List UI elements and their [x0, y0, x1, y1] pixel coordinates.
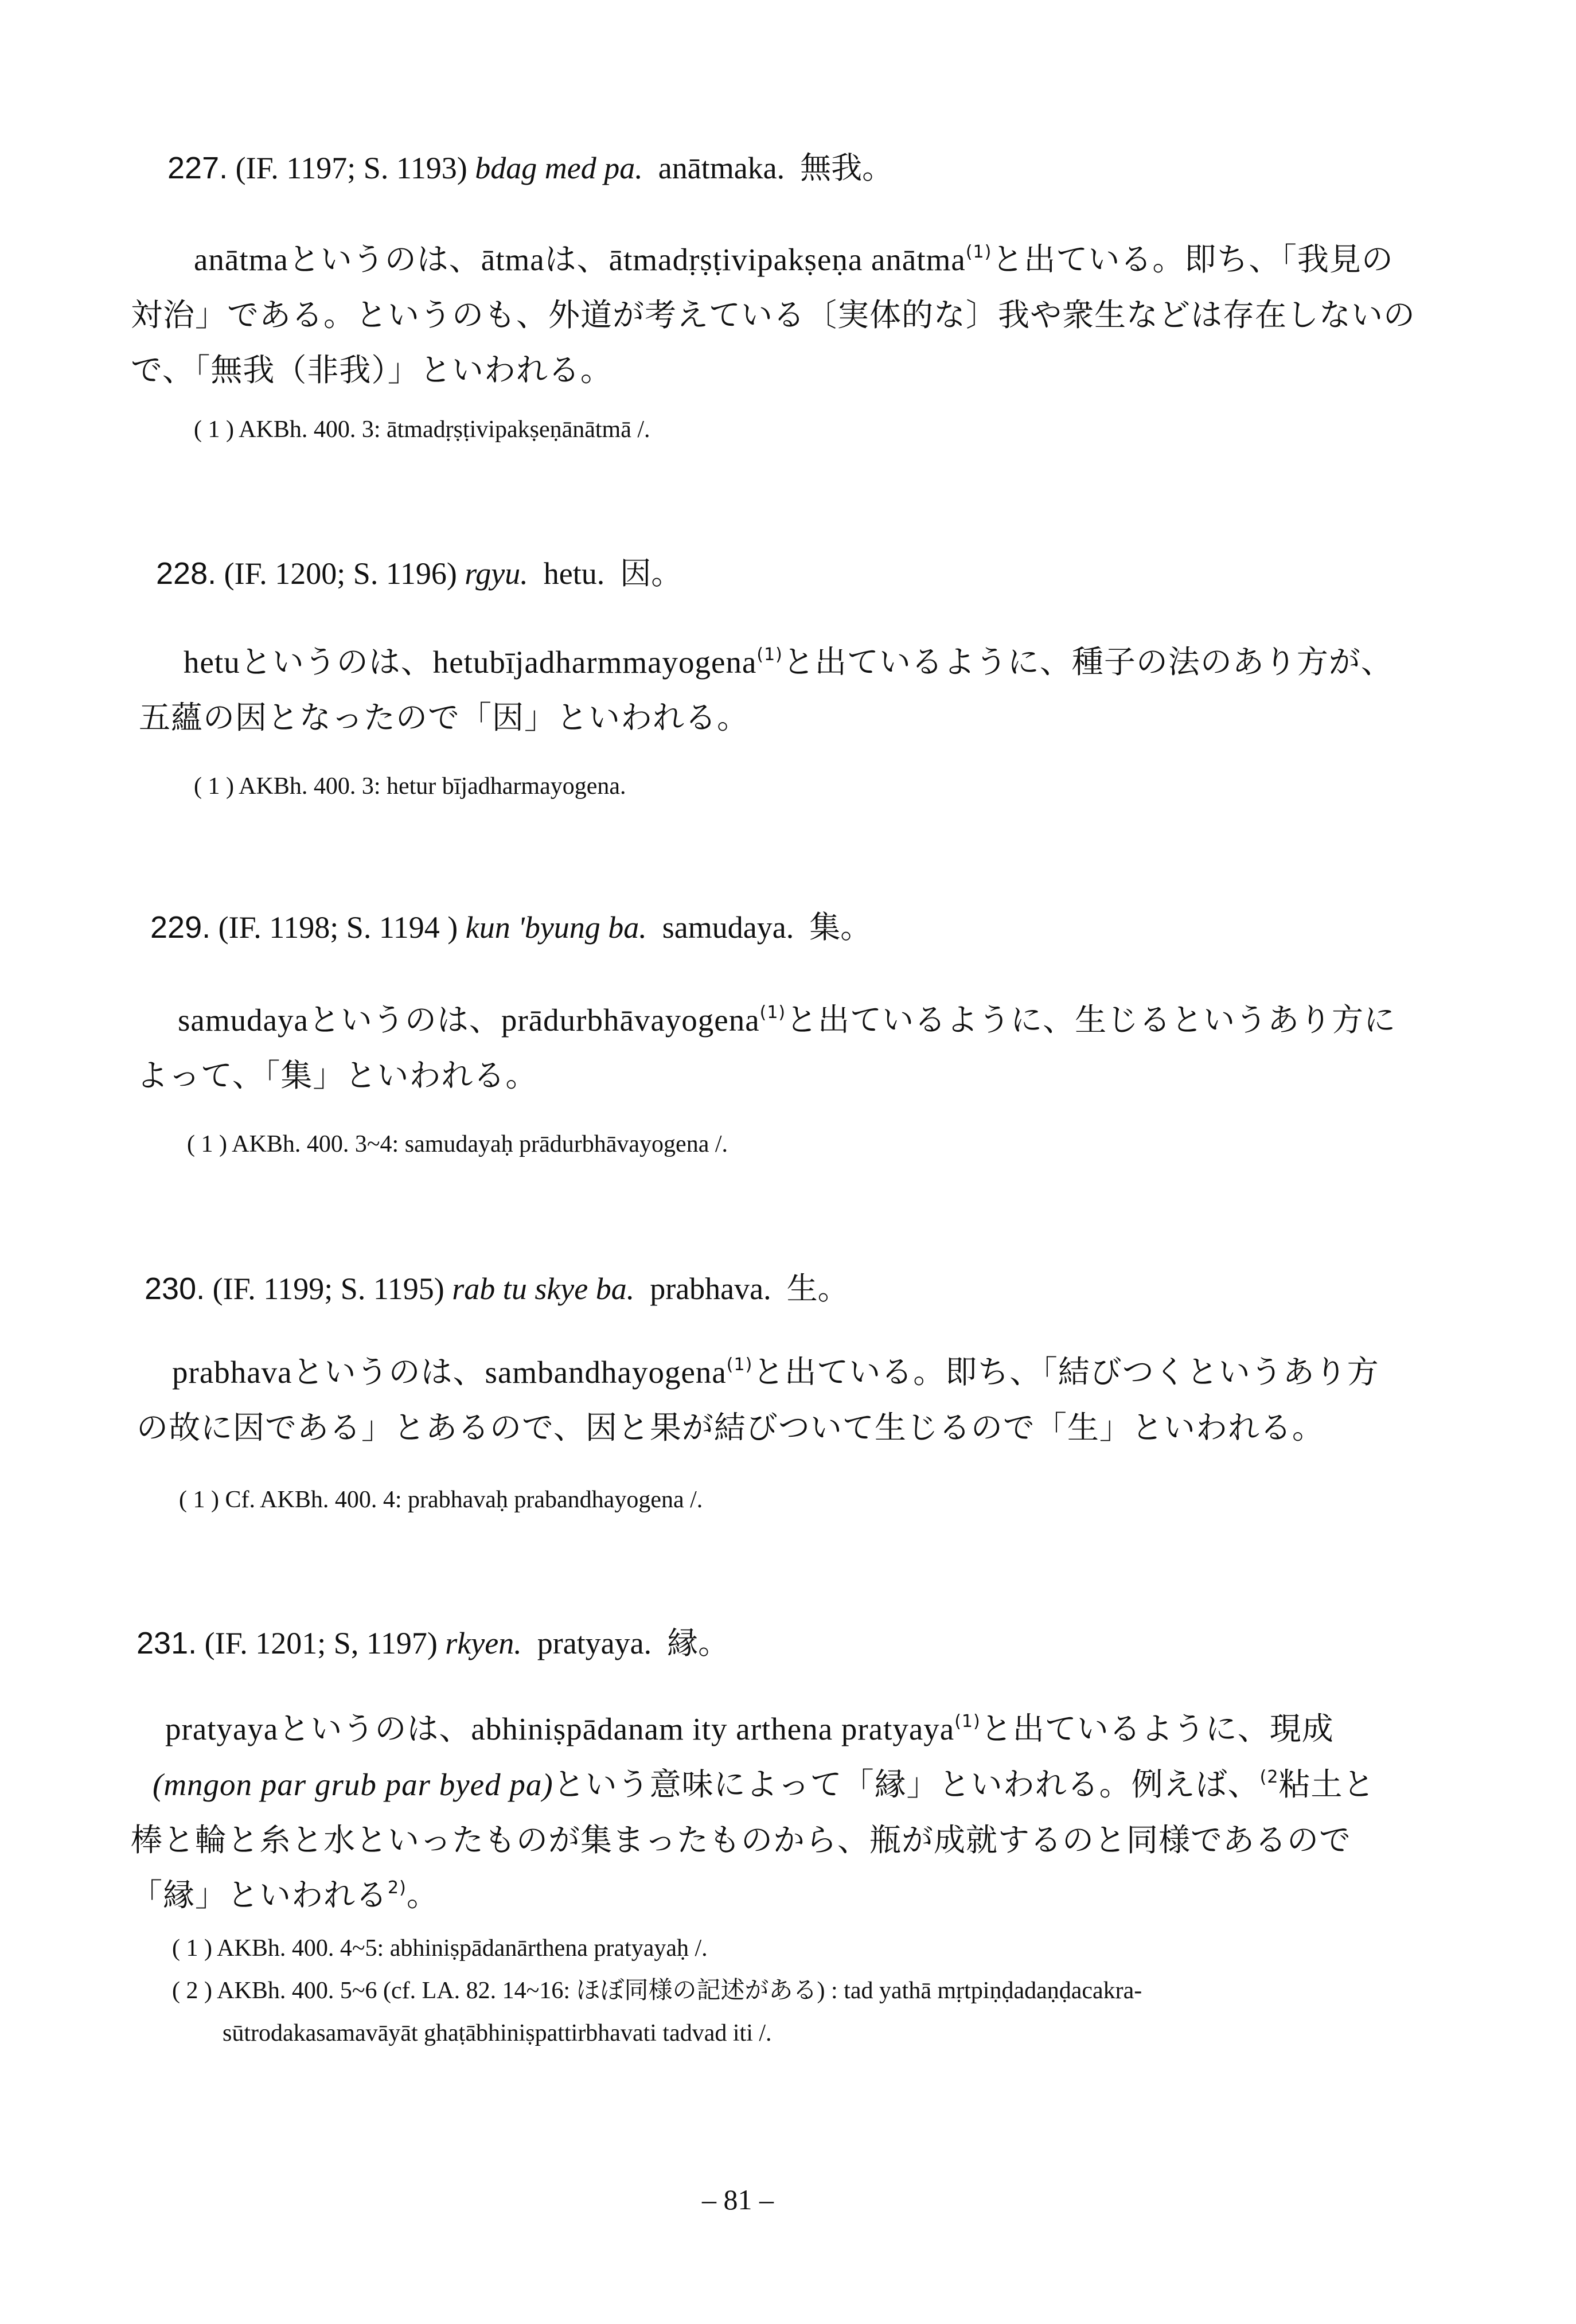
japanese-term: 生。 — [786, 1272, 849, 1306]
entry-230-heading — [145, 1269, 849, 1309]
footnote: sūtrodakasamavāyāt ghaṭābhiniṣpattirbhavati tadvad iti /. — [223, 2020, 772, 2046]
page-number: – 81 – — [702, 2183, 774, 2216]
sanskrit-term: prabhava. — [650, 1272, 771, 1306]
body-line: 棒と輪と糸と水といったものが集まったものから、瓶が成就するのと同様であるので — [131, 1822, 1352, 1858]
entry-number: 228. — [156, 556, 217, 591]
entry-number: 229. — [150, 910, 211, 945]
entry-229-heading — [150, 907, 871, 947]
body-line: hetuというのは、hetubījadharmmayogena — [184, 645, 757, 680]
entry-reference: (IF. 1201; S, 1197) — [204, 1626, 438, 1660]
body-line: と出ているように、現成 — [980, 1710, 1334, 1747]
footnote: ( 1 ) AKBh. 400. 3: ātmadṛṣṭivipakṣeṇānātmā /. — [194, 416, 650, 443]
tibetan-term: bdag med pa. — [475, 151, 643, 185]
entry-230-body — [136, 1344, 1434, 1455]
tibetan-term: rab tu skye ba. — [452, 1272, 635, 1306]
entry-number: 227. — [167, 151, 228, 185]
japanese-term: 無我。 — [800, 151, 894, 185]
body-line: と出ている。即ち、「結びつくというあり方 — [752, 1354, 1379, 1390]
japanese-term: 縁。 — [667, 1626, 730, 1660]
sanskrit-term: hetu. — [543, 556, 605, 591]
footnote-ref: 2) — [388, 1878, 407, 1898]
body-line: の故に因である」とあるので、因と果が結びついて生じるので「生」といわれる。 — [136, 1409, 1324, 1446]
entry-229-body — [136, 992, 1440, 1103]
entry-reference: (IF. 1200; S. 1196) — [224, 556, 457, 591]
body-line: で、「無我（非我）」といわれる。 — [131, 352, 613, 388]
entry-231-body — [131, 1701, 1456, 1923]
sanskrit-term: pratyaya. — [537, 1626, 652, 1660]
body-line: 五蘊の因となったので「因」といわれる。 — [139, 699, 750, 736]
tibetan-term: kun 'byung ba. — [465, 910, 647, 945]
entry-reference: (IF. 1198; S. 1194 ) — [218, 910, 458, 945]
entry-number: 230. — [145, 1272, 205, 1306]
footnote: ( 2 ) AKBh. 400. 5~6 (cf. LA. 82. 14~16: ほぼ同様の記述がある) : tad yathā mṛtpiṇḍadaṇḍacakra- — [172, 1978, 1142, 2004]
footnote: ( 1 ) Cf. AKBh. 400. 4: prabhavaḥ prabandhayogena /. — [179, 1487, 703, 1513]
footnote-ref: (1) — [759, 1003, 786, 1023]
entry-227-body — [131, 232, 1438, 397]
tibetan-term: rkyen. — [445, 1626, 522, 1660]
entry-reference: (IF. 1199; S. 1195) — [212, 1272, 444, 1306]
sanskrit-term: anātmaka. — [658, 151, 785, 185]
body-line: 粘土と — [1278, 1766, 1375, 1803]
body-line: 「縁」といわれる — [131, 1877, 388, 1913]
body-line: 。 — [406, 1877, 439, 1913]
body-line: という意味によって「縁」といわれる。例えば、 — [553, 1766, 1260, 1803]
footnote: ( 1 ) AKBh. 400. 4~5: abhiniṣpādanārthena pratyayaḥ /. — [172, 1935, 708, 1962]
footnote-ref: (1) — [756, 645, 783, 665]
entry-reference: (IF. 1197; S. 1193) — [235, 151, 467, 185]
footnote-ref: (1) — [726, 1355, 753, 1375]
footnote: ( 1 ) AKBh. 400. 3~4: samudayaḥ prādurbhāvayogena /. — [187, 1131, 728, 1157]
entry-227-heading — [167, 148, 893, 188]
body-line: と出ている。即ち、「我見の — [992, 241, 1394, 278]
entry-228-heading — [156, 553, 682, 594]
entry-number: 231. — [136, 1626, 197, 1660]
body-line: よって、「集」といわれる。 — [136, 1057, 538, 1094]
body-line: と出ているように、生じるというあり方に — [786, 1001, 1396, 1038]
japanese-term: 因。 — [620, 556, 682, 591]
body-line: prabhavaというのは、sambandhayogena — [172, 1355, 727, 1390]
sanskrit-term: samudaya. — [662, 910, 794, 945]
body-line: anātmaというのは、ātmaは、ātmadṛṣṭivipakṣeṇa anātma — [194, 242, 966, 277]
footnote-ref: (1) — [965, 242, 992, 262]
tibetan-term: rgyu. — [465, 556, 528, 591]
entry-228-body — [139, 634, 1434, 745]
body-line: 対治」である。というのも、外道が考えている〔実体的な〕我や衆生などは存在しないの — [131, 297, 1416, 333]
japanese-term: 集。 — [809, 910, 872, 945]
body-line: と出ているように、種子の法のあり方が、 — [782, 644, 1393, 680]
footnote-ref: (2 — [1259, 1767, 1279, 1787]
body-line: pratyayaというのは、abhiniṣpādanam ity arthena pratyaya — [165, 1711, 955, 1746]
footnote-ref: (1) — [954, 1711, 981, 1732]
tibetan-gloss: (mngon par grub par byed pa) — [153, 1767, 553, 1802]
body-line: samudayaというのは、prādurbhāvayogena — [178, 1003, 760, 1038]
entry-231-heading — [136, 1623, 729, 1663]
footnote: ( 1 ) AKBh. 400. 3: hetur bījadharmayogena. — [194, 773, 626, 800]
